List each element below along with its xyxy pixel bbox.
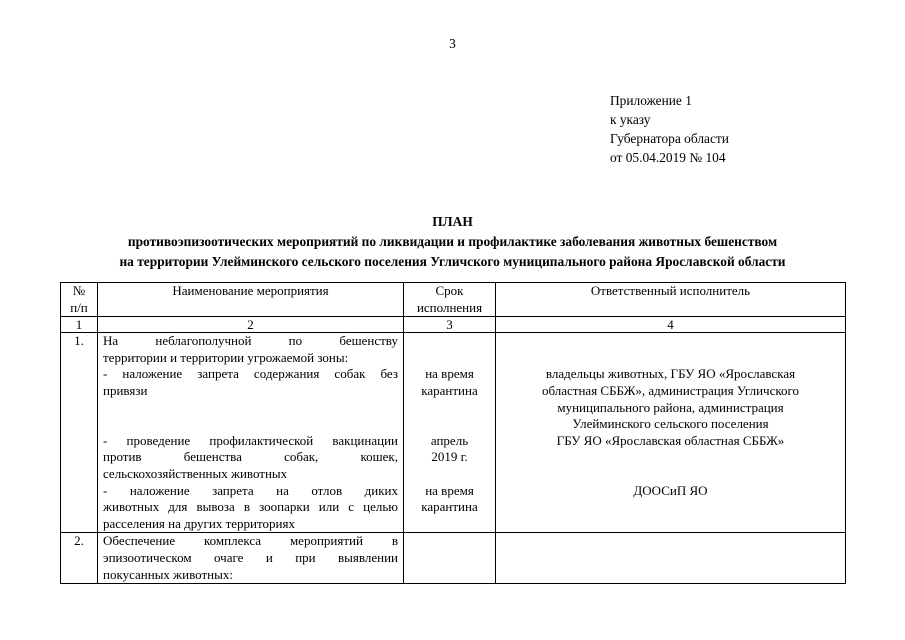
- executor-line: владельцы животных, ГБУ ЯО «Ярославская: [545, 366, 796, 382]
- header-num-line: №: [72, 283, 86, 298]
- header-term-line: исполнения: [416, 299, 483, 315]
- title-line: противоэпизоотических мероприятий по ликвидации и профилактике заболевания животных бешенством: [127, 234, 778, 249]
- term-line: на время: [425, 482, 474, 498]
- term-cell: [404, 333, 496, 533]
- executor-line: ГБУ ЯО «Ярославская областная СББЖ»: [556, 432, 785, 448]
- document-title: [0, 212, 905, 272]
- column-number: 1: [61, 317, 98, 333]
- appendix-line: к указу: [610, 112, 651, 127]
- header-term: [404, 283, 496, 317]
- title-line: на территории Улейминского сельского поселения Угличского муниципального района Ярославской области: [119, 254, 786, 269]
- activity-line: - наложение запрета содержания собак без: [103, 366, 398, 382]
- row-number: 1.: [61, 333, 98, 533]
- term-line: на время: [425, 366, 474, 382]
- activity-line: сельскохозяйственных животных: [103, 465, 288, 481]
- term-line: апрель: [430, 432, 469, 448]
- executor-cell: [496, 333, 846, 533]
- activity-line: покусанных животных:: [103, 566, 233, 582]
- table-row: [61, 533, 846, 584]
- executor-line: муниципального района, администрация: [557, 399, 784, 415]
- term-line: 2019 г.: [431, 449, 468, 465]
- activity-line: эпизоотическом очаге и при выявлении: [103, 549, 398, 565]
- title-heading: ПЛАН: [432, 214, 473, 229]
- column-number: 3: [404, 317, 496, 333]
- activity-line: против бешенства собак, кошек,: [103, 449, 398, 465]
- appendix-line: Приложение 1: [610, 93, 692, 108]
- executor-line: областная СББЖ», администрация Угличского: [541, 382, 800, 398]
- activity-line: На неблагополучной по бешенству: [103, 333, 398, 349]
- activity-cell: [98, 533, 404, 584]
- column-number: 4: [496, 317, 846, 333]
- header-term-line: Срок: [435, 283, 464, 298]
- header-num-line: п/п: [70, 299, 88, 315]
- activity-line: - проведение профилактической вакцинации: [103, 432, 398, 448]
- activity-line: животных для вывоза в зоопарки или с целью: [103, 499, 398, 515]
- table-header-row: [61, 283, 846, 317]
- activity-cell: [98, 333, 404, 533]
- appendix-line: от 05.04.2019 № 104: [610, 150, 726, 165]
- row-number: 2.: [61, 533, 98, 584]
- term-cell: [404, 533, 496, 584]
- activity-line: Обеспечение комплекса мероприятий в: [103, 533, 398, 549]
- appendix-block: [610, 91, 729, 167]
- activity-line: территории и территории угрожаемой зоны:: [103, 349, 349, 365]
- header-num: [61, 283, 98, 317]
- table-row: [61, 333, 846, 533]
- column-number: 2: [98, 317, 404, 333]
- executor-line: ДООСиП ЯО: [633, 482, 708, 498]
- activity-line: - наложение запрета на отлов диких: [103, 482, 398, 498]
- header-name: Наименование мероприятия: [98, 283, 404, 317]
- term-line: карантина: [421, 382, 478, 398]
- executor-cell: [496, 533, 846, 584]
- plan-table: [60, 282, 846, 584]
- activity-line: привязи: [103, 382, 148, 398]
- activity-line: расселения на других территориях: [103, 515, 295, 531]
- column-number-row: [61, 317, 846, 333]
- page-number: 3: [449, 36, 456, 51]
- appendix-line: Губернатора области: [610, 131, 729, 146]
- term-line: карантина: [421, 499, 478, 515]
- executor-line: Улейминского сельского поселения: [572, 416, 769, 432]
- header-executor: Ответственный исполнитель: [496, 283, 846, 317]
